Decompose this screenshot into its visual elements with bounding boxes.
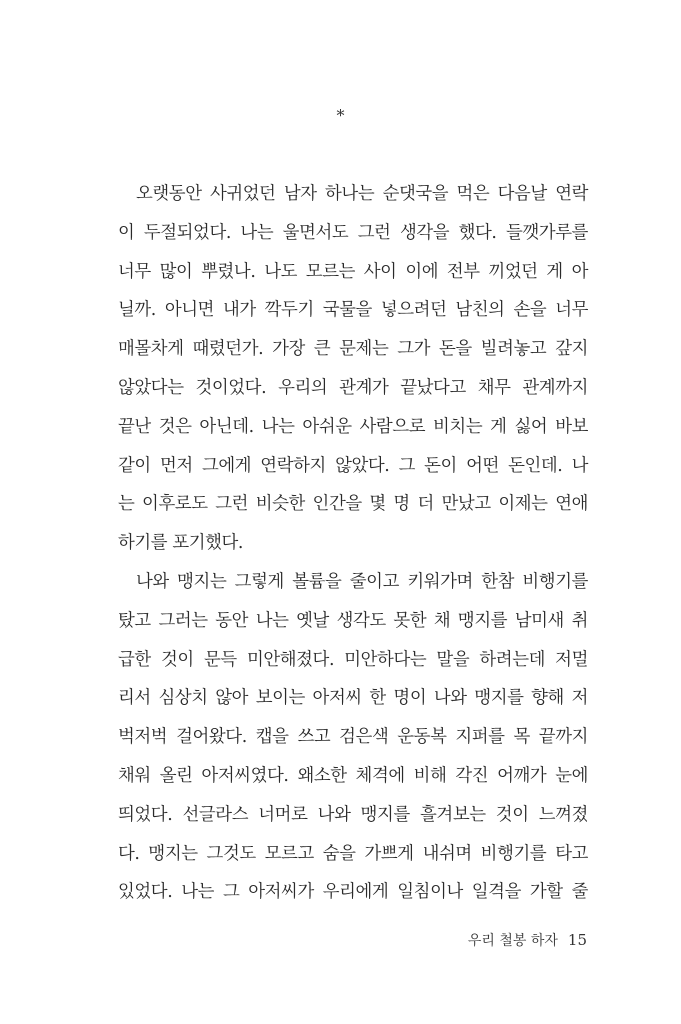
text-line: 다. 맹지는 그것도 모르고 숨을 가쁘게 내쉬며 비행기를 타고 <box>118 843 588 864</box>
text-line: 같이 먼저 그에게 연락하지 않았다. 그 돈이 어떤 돈인데. 나 <box>118 455 588 476</box>
text-line: 급한 것이 문득 미안해졌다. 미안하다는 말을 하려는데 저멀 <box>118 649 588 670</box>
body-text <box>118 175 588 912</box>
text-line: 너무 많이 뿌렸나. 나도 모르는 사이 이에 전부 끼었던 게 아 <box>118 261 588 282</box>
text-line: 탔고 그러는 동안 나는 옛날 생각도 못한 채 맹지를 남미새 취 <box>118 610 588 631</box>
page-number: 15 <box>567 931 587 949</box>
text-line: 하기를 포기했다. <box>118 533 244 554</box>
text-line: 있었다. 나는 그 아저씨가 우리에게 일침이나 일격을 가할 줄 <box>118 882 588 903</box>
section-separator: * <box>336 106 345 125</box>
running-title: 우리 철봉 하자 <box>467 933 558 949</box>
text-line: 오랫동안 사귀었던 남자 하나는 순댓국을 먹은 다음날 연락 <box>136 184 588 204</box>
text-line: 리서 심상치 않아 보이는 아저씨 한 명이 나와 맹지를 향해 저 <box>118 688 588 709</box>
text-line: 끝난 것은 아닌데. 나는 아쉬운 사람으로 비치는 게 싫어 바보 <box>118 416 588 437</box>
text-line: 이 두절되었다. 나는 울면서도 그런 생각을 했다. 들깻가루를 <box>118 222 588 243</box>
text-line: 매몰차게 때렸던가. 가장 큰 문제는 그가 돈을 빌려놓고 갚지 <box>118 339 588 360</box>
text-line: 벅저벅 걸어왔다. 캡을 쓰고 검은색 운동복 지퍼를 목 끝까지 <box>118 727 588 748</box>
text-line: 띄었다. 선글라스 너머로 나와 맹지를 흘겨보는 것이 느껴졌 <box>118 804 588 825</box>
text-line: 나와 맹지는 그렇게 볼륨을 줄이고 키워가며 한참 비행기를 <box>136 571 588 592</box>
text-line: 는 이후로도 그런 비슷한 인간을 몇 명 더 만났고 이제는 연애 <box>118 494 588 515</box>
text-line: 닐까. 아니면 내가 깍두기 국물을 넣으려던 남친의 손을 너무 <box>118 300 588 321</box>
page-footer <box>468 930 587 951</box>
text-line: 채워 올린 아저씨였다. 왜소한 체격에 비해 각진 어깨가 눈에 <box>118 765 588 786</box>
text-line: 않았다는 것이었다. 우리의 관계가 끝났다고 채무 관계까지 <box>118 377 588 398</box>
